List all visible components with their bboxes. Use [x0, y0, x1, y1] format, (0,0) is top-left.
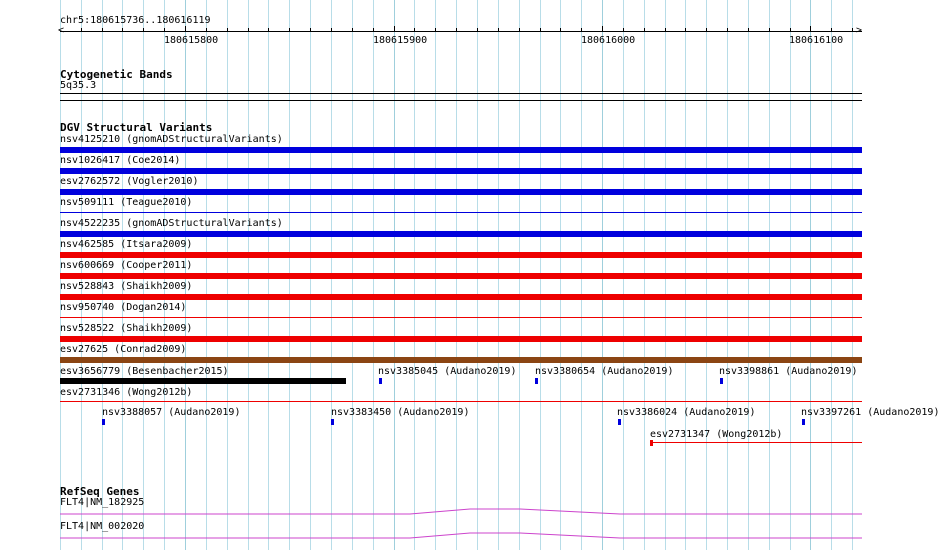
minor-tick: [206, 28, 207, 31]
minor-tick: [456, 28, 457, 31]
variant-label[interactable]: nsv600669 (Cooper2011): [60, 260, 193, 271]
variant-bar[interactable]: [650, 442, 862, 443]
variant-label[interactable]: nsv462585 (Itsara2009): [60, 239, 193, 250]
variant-label[interactable]: nsv3398861 (Audano2019): [719, 366, 858, 377]
minor-tick: [769, 28, 770, 31]
variant-mark[interactable]: [720, 378, 723, 384]
variant-label[interactable]: nsv950740 (Dogan2014): [60, 302, 187, 313]
variant-bar[interactable]: [60, 294, 862, 300]
transcript-label[interactable]: FLT4|NM_002020: [60, 521, 145, 532]
variant-bar[interactable]: [60, 231, 862, 237]
minor-tick: [310, 28, 311, 31]
minor-tick: [727, 28, 728, 31]
transcript-line[interactable]: [60, 506, 862, 518]
minor-tick: [540, 28, 541, 31]
variant-mark[interactable]: [802, 419, 805, 425]
variant-bar[interactable]: [60, 336, 862, 342]
minor-tick: [685, 28, 686, 31]
variant-bar[interactable]: [60, 252, 862, 258]
minor-tick: [414, 28, 415, 31]
ruler-tick-label: 180616100: [789, 35, 844, 46]
minor-tick: [268, 28, 269, 31]
minor-tick: [435, 28, 436, 31]
variant-bar[interactable]: [60, 168, 862, 174]
variant-label[interactable]: nsv3397261 (Audano2019): [801, 407, 939, 418]
transcript-line[interactable]: [60, 530, 862, 542]
variant-label[interactable]: nsv4125210 (gnomADStructuralVariants): [60, 134, 283, 145]
variant-bar[interactable]: [60, 147, 862, 153]
variant-mark[interactable]: [379, 378, 382, 384]
transcript-label[interactable]: FLT4|NM_182925: [60, 497, 145, 508]
variant-label[interactable]: nsv3380654 (Audano2019): [535, 366, 674, 377]
variant-label[interactable]: nsv528843 (Shaikh2009): [60, 281, 193, 292]
variant-mark[interactable]: [618, 419, 621, 425]
variant-label[interactable]: nsv4522235 (gnomADStructuralVariants): [60, 218, 283, 229]
minor-tick: [831, 28, 832, 31]
variant-label[interactable]: nsv3388057 (Audano2019): [102, 407, 241, 418]
variant-mark[interactable]: [102, 419, 105, 425]
variant-bar[interactable]: [60, 401, 862, 402]
ruler-right-arrow-icon: >: [856, 25, 863, 36]
ruler-left-arrow-icon: <: [58, 25, 65, 36]
variant-mark[interactable]: [650, 440, 653, 446]
variant-label[interactable]: nsv509111 (Teague2010): [60, 197, 193, 208]
track-title-refseq[interactable]: RefSeq Genes: [60, 485, 140, 498]
minor-tick: [122, 28, 123, 31]
minor-tick: [289, 28, 290, 31]
minor-tick: [143, 28, 144, 31]
minor-tick: [331, 28, 332, 31]
variant-mark[interactable]: [535, 378, 538, 384]
minor-tick: [623, 28, 624, 31]
variant-label[interactable]: esv2731347 (Wong2012b): [650, 429, 783, 440]
ruler-axis: [60, 31, 862, 32]
variant-label[interactable]: esv27625 (Conrad2009): [60, 344, 187, 355]
minor-tick: [227, 28, 228, 31]
variant-label[interactable]: nsv3385045 (Audano2019): [378, 366, 517, 377]
variant-bar[interactable]: [60, 212, 862, 213]
variant-label[interactable]: nsv528522 (Shaikh2009): [60, 323, 193, 334]
major-tick: [394, 26, 395, 32]
ruler-tick-label: 180615900: [373, 35, 428, 46]
minor-tick: [102, 28, 103, 31]
track-title-cytobands[interactable]: Cytogenetic Bands: [60, 68, 173, 81]
variant-bar[interactable]: [60, 317, 862, 318]
variant-bar[interactable]: [60, 378, 346, 384]
variant-bar[interactable]: [60, 357, 862, 363]
variant-label[interactable]: nsv1026417 (Coe2014): [60, 155, 181, 166]
major-tick: [602, 26, 603, 32]
minor-tick: [519, 28, 520, 31]
ruler-tick-label: 180616000: [581, 35, 636, 46]
variant-label[interactable]: esv2762572 (Vogler2010): [60, 176, 199, 187]
minor-tick: [81, 28, 82, 31]
variant-label[interactable]: esv2731346 (Wong2012b): [60, 387, 193, 398]
minor-tick: [706, 28, 707, 31]
minor-tick: [581, 28, 582, 31]
cytoband-label: 5q35.3: [60, 80, 97, 91]
variant-label[interactable]: nsv3383450 (Audano2019): [331, 407, 470, 418]
minor-tick: [352, 28, 353, 31]
minor-tick: [560, 28, 561, 31]
minor-tick: [164, 28, 165, 31]
variant-mark[interactable]: [331, 419, 334, 425]
track-title-dgv[interactable]: DGV Structural Variants: [60, 121, 213, 134]
minor-tick: [477, 28, 478, 31]
minor-tick: [790, 28, 791, 31]
minor-tick: [644, 28, 645, 31]
variant-label[interactable]: esv3656779 (Besenbacher2015): [60, 366, 229, 377]
track-separator: [60, 100, 862, 101]
minor-tick: [373, 28, 374, 31]
variant-bar[interactable]: [60, 273, 862, 279]
minor-tick: [852, 28, 853, 31]
major-tick: [185, 26, 186, 32]
cytoband-bar[interactable]: [60, 93, 862, 94]
minor-tick: [748, 28, 749, 31]
minor-tick: [248, 28, 249, 31]
variant-bar[interactable]: [60, 189, 862, 195]
minor-tick: [498, 28, 499, 31]
major-tick: [810, 26, 811, 32]
minor-tick: [665, 28, 666, 31]
variant-label[interactable]: nsv3386024 (Audano2019): [617, 407, 756, 418]
ruler-tick-label: 180615800: [164, 35, 219, 46]
location-label: chr5:180615736..180616119: [60, 15, 211, 26]
